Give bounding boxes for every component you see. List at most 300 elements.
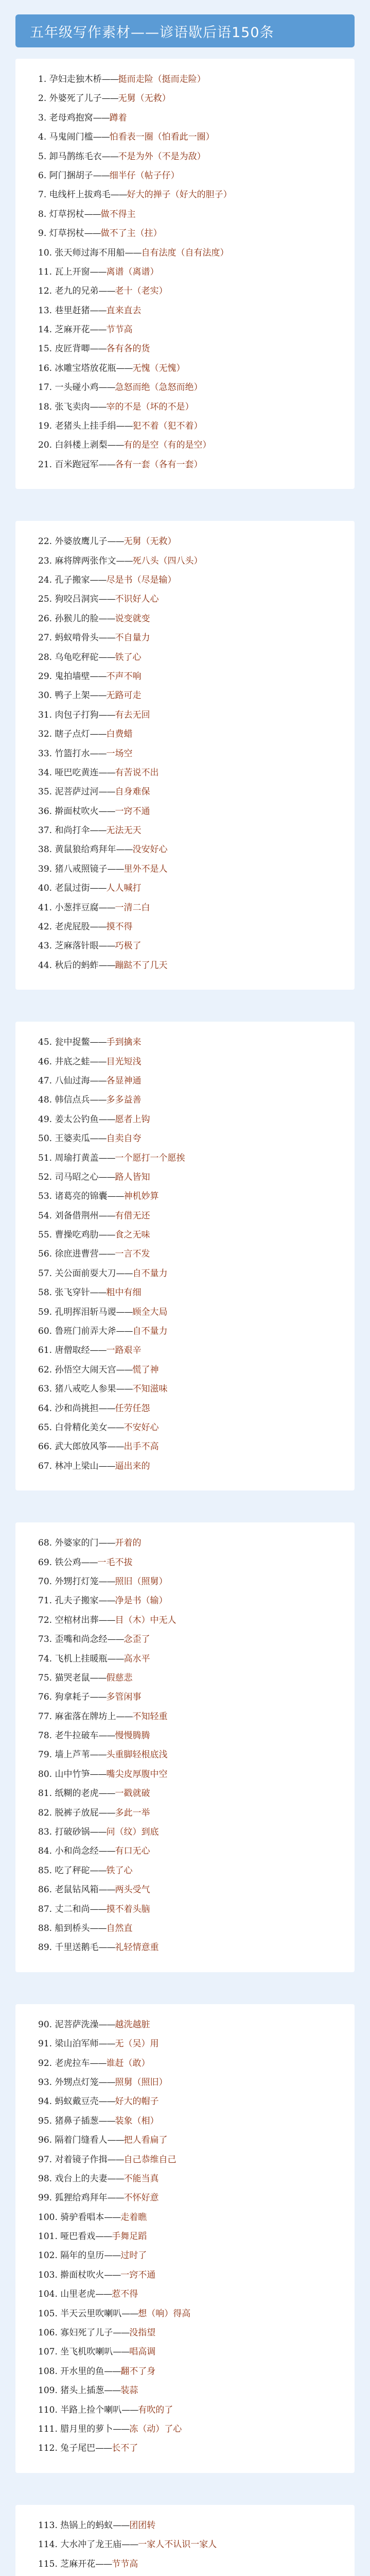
list-item: [38, 706, 355, 725]
list-item: [38, 2208, 355, 2227]
list-item: [38, 1226, 355, 1245]
item-question: 90. 泥菩萨洗澡: [38, 2019, 99, 2030]
item-question: 62. 孙悟空大闹天宫: [38, 1364, 116, 1375]
list-item: [38, 2362, 355, 2381]
list-item: [38, 1091, 355, 1110]
item-question: 39. 猪八戒照镜子: [38, 863, 108, 874]
dash-separator: ——: [98, 1538, 115, 1549]
list-item: [38, 436, 355, 455]
dash-separator: ——: [104, 2269, 121, 2280]
dash-separator: ——: [90, 690, 107, 701]
list-item: [38, 224, 355, 243]
dash-separator: ——: [116, 1307, 133, 1317]
list-item: [38, 70, 355, 89]
item-question: 12. 老九的兄弟: [38, 286, 99, 297]
dash-separator: ——: [90, 883, 107, 894]
item-question: 108. 开水里的鱼: [38, 2366, 104, 2377]
item-answer: 好大的帽子: [115, 2096, 159, 2107]
item-question: 38. 黄鼠狼给鸡拜年: [38, 844, 116, 855]
item-answer: 蹲着: [109, 112, 127, 123]
list-item: [38, 1168, 355, 1187]
item-answer: 嘴尖皮厚腹中空: [106, 1769, 168, 1780]
list-item: [38, 2227, 355, 2246]
item-answer: 多多益善: [106, 1095, 142, 1106]
item-answer: 铁了心: [106, 1865, 133, 1876]
dash-separator: ——: [90, 1075, 107, 1086]
item-answer: 目（木）中无人: [115, 1615, 177, 1625]
item-question: 105. 半天云里吹喇叭: [38, 2308, 122, 2319]
item-answer: 节节高: [106, 325, 133, 335]
item-answer: 说变就变: [115, 613, 150, 624]
item-question: 68. 外婆家的门: [38, 1538, 99, 1549]
item-answer: 问（纹）到底: [106, 1827, 159, 1838]
list-item: [38, 2516, 355, 2535]
item-answer: 一戳就破: [115, 1788, 150, 1799]
dash-separator: ——: [116, 421, 133, 432]
dash-separator: ——: [90, 825, 107, 836]
item-answer: 各显神通: [106, 1075, 142, 1086]
item-question: 91. 梁山泊军师: [38, 2039, 99, 2049]
list-item: [38, 571, 355, 590]
item-question: 77. 麻雀落在牌坊上: [38, 1711, 116, 1722]
dash-separator: ——: [121, 2308, 138, 2319]
item-question: 75. 猫哭老鼠: [38, 1672, 90, 1683]
item-question: 7. 电线杆上拔鸡毛: [38, 190, 111, 200]
dash-separator: ——: [98, 382, 115, 393]
item-question: 58. 张飞穿针: [38, 1287, 90, 1298]
item-question: 57. 关公面前耍大刀: [38, 1268, 116, 1279]
list-item: [38, 552, 355, 571]
item-answer: 老十（老实）: [115, 286, 168, 297]
list-item: [38, 2285, 355, 2304]
item-answer: 死八头（四八头）: [132, 555, 203, 566]
item-question: 92. 老虎拉车: [38, 2058, 90, 2069]
list-item: [38, 2170, 355, 2189]
list-item: [38, 2439, 355, 2458]
item-question: 61. 唐僧取经: [38, 1345, 90, 1356]
item-answer: 想（响）得高: [138, 2308, 191, 2319]
item-answer: 两头受气: [115, 1885, 150, 1895]
dash-separator: ——: [90, 1692, 107, 1703]
item-question: 2. 外婆死了儿子: [38, 93, 102, 104]
item-answer: 出手不高: [124, 1442, 159, 1452]
item-answer: 假慈悲: [106, 1672, 133, 1683]
dash-separator: ——: [98, 594, 115, 605]
dash-separator: ——: [98, 286, 115, 297]
item-answer: 过时了: [120, 2250, 147, 2261]
item-answer: 一场空: [106, 748, 133, 759]
item-question: 51. 周瑜打黄盖: [38, 1153, 99, 1163]
item-question: 35. 泥菩萨过河: [38, 787, 99, 798]
list-item: [38, 2112, 355, 2131]
dash-separator: ——: [98, 960, 115, 971]
dash-separator: ——: [107, 2173, 124, 2184]
item-question: 98. 戏台上的夫妻: [38, 2173, 108, 2184]
list-item: [38, 1745, 355, 1765]
item-question: 31. 肉包子打狗: [38, 709, 99, 720]
item-question: 55. 曹操吃鸡肋: [38, 1230, 99, 1241]
dash-separator: ——: [90, 2058, 107, 2069]
item-question: 34. 哑巴吃黄连: [38, 767, 99, 778]
item-question: 94. 蚂蚁戴豆壳: [38, 2096, 99, 2107]
list-item: [38, 1110, 355, 1129]
item-question: 83. 打破砂锅: [38, 1827, 90, 1838]
item-answer: 冻（动）了心: [129, 2424, 182, 2434]
item-answer: 怕看表一圈（怕看此一圈）: [109, 132, 215, 143]
list-item: [38, 128, 355, 147]
list-item: [38, 918, 355, 937]
list-item: [38, 2035, 355, 2054]
item-answer: 一家人不认识一家人: [138, 2539, 217, 2550]
item-question: 22. 外婆放鹰儿子: [38, 536, 108, 547]
item-answer: 不声不响: [106, 671, 142, 682]
item-answer: 自不量力: [132, 1268, 168, 1279]
dash-separator: ——: [90, 574, 107, 585]
item-answer: 无（吴）用: [115, 2039, 159, 2049]
dash-separator: ——: [90, 1133, 107, 1144]
item-answer: 有去无回: [115, 709, 150, 720]
item-answer: 念歪了: [124, 1634, 150, 1645]
dash-separator: ——: [90, 401, 107, 412]
item-question: 72. 空棺材出葬: [38, 1615, 99, 1625]
item-answer: 无舅（无救）: [118, 93, 171, 104]
item-answer: 尽是书（尽是输）: [106, 574, 177, 585]
item-question: 17. 一头碰小鸡: [38, 382, 99, 393]
item-answer: 自身难保: [115, 787, 150, 798]
list-item: [38, 2246, 355, 2265]
dash-separator: ——: [98, 459, 115, 470]
item-question: 113. 热锅上的蚂蚁: [38, 2520, 113, 2531]
item-answer: 路人皆知: [115, 1172, 150, 1182]
dash-separator: ——: [90, 748, 107, 759]
item-answer: 铁了心: [115, 652, 142, 663]
item-question: 37. 和尚打伞: [38, 825, 90, 836]
dash-separator: ——: [98, 2096, 115, 2107]
dash-separator: ——: [107, 1653, 124, 1664]
dash-separator: ——: [98, 941, 115, 952]
list-item: [38, 2073, 355, 2092]
item-question: 109. 猪头上插葱: [38, 2385, 104, 2396]
item-question: 23. 麻将牌两张作文: [38, 555, 116, 566]
dash-separator: ——: [95, 2443, 112, 2454]
list-item: [38, 263, 355, 282]
item-question: 8. 灯草拐杖: [38, 209, 84, 219]
item-question: 65. 白骨精化美女: [38, 1422, 108, 1433]
dash-separator: ——: [121, 2539, 138, 2550]
dash-separator: ——: [113, 2424, 130, 2434]
item-answer: 慢慢腾腾: [115, 1731, 150, 1741]
dash-separator: ——: [90, 1923, 107, 1934]
dash-separator: ——: [90, 1672, 107, 1683]
item-question: 82. 脱裤子放屁: [38, 1807, 99, 1818]
item-question: 87. 丈二和尚: [38, 1904, 90, 1914]
dash-separator: ——: [98, 1942, 115, 1953]
list-item: [38, 1669, 355, 1688]
dash-separator: ——: [98, 2077, 115, 2088]
item-answer: 翻不了身: [120, 2366, 156, 2377]
dash-separator: ——: [110, 190, 127, 200]
item-answer: 手舞足蹈: [112, 2231, 147, 2242]
item-question: 5. 卸马鹊练毛衣: [38, 151, 102, 162]
dash-separator: ——: [107, 2193, 124, 2204]
list-item: [38, 686, 355, 705]
dash-separator: ——: [98, 767, 115, 778]
list-item: [38, 629, 355, 648]
dash-separator: ——: [116, 844, 133, 855]
item-answer: 任劳任怨: [115, 1403, 150, 1414]
dash-separator: ——: [107, 1634, 124, 1645]
list-item: [38, 764, 355, 783]
item-answer: 愿者上钩: [115, 1114, 150, 1125]
item-question: 102. 隔年的皇历: [38, 2250, 104, 2261]
list-item: [38, 2131, 355, 2150]
dash-separator: ——: [90, 1865, 107, 1876]
dash-separator: ——: [84, 209, 101, 219]
list-item: [38, 1804, 355, 1823]
list-item: [38, 1611, 355, 1630]
item-question: 93. 外甥点灯笼: [38, 2077, 99, 2088]
item-answer: 不怀好意: [124, 2193, 159, 2204]
dash-separator: ——: [107, 2135, 124, 2146]
list-item: [38, 244, 355, 263]
item-answer: 顾全大局: [132, 1307, 168, 1317]
list-item: [38, 147, 355, 166]
dash-separator: ——: [90, 922, 107, 933]
dash-separator: ——: [90, 1287, 107, 1298]
item-answer: 不安好心: [124, 1422, 159, 1433]
item-question: 42. 老虎屁股: [38, 922, 90, 933]
item-answer: 装象（相）: [115, 2115, 159, 2126]
item-question: 52. 司马昭之心: [38, 1172, 99, 1182]
item-answer: 不知滋味: [132, 1384, 168, 1395]
item-question: 115. 芝麻开花: [38, 2558, 96, 2569]
list-item: [38, 1919, 355, 1938]
item-answer: 礼轻情意重: [115, 1942, 159, 1953]
list-item: [38, 744, 355, 764]
dash-separator: ——: [116, 1364, 133, 1375]
list-item: [38, 1572, 355, 1591]
list-item: [38, 1688, 355, 1707]
item-answer: 摸不着头脑: [106, 1904, 150, 1914]
dash-separator: ——: [98, 633, 115, 643]
dash-separator: ——: [98, 652, 115, 663]
item-answer: 长不了: [112, 2443, 138, 2454]
item-answer: 有吹的了: [138, 2404, 173, 2415]
dash-separator: ——: [98, 787, 115, 798]
dash-separator: ——: [98, 1846, 115, 1857]
item-answer: 做不得主: [100, 209, 136, 219]
dash-separator: ——: [90, 266, 107, 277]
item-answer: 团团转: [129, 2520, 156, 2531]
list-item: [38, 417, 355, 436]
item-answer: 不是为外（不是为敌）: [118, 151, 206, 162]
item-answer: 不知轻重: [132, 1711, 168, 1722]
list-item: [38, 1283, 355, 1302]
list-item: [38, 1187, 355, 1206]
dash-separator: ——: [104, 2385, 121, 2396]
dash-separator: ——: [113, 2328, 130, 2338]
item-answer: 唱高调: [129, 2347, 156, 2358]
dash-separator: ——: [98, 1731, 115, 1741]
list-item: [38, 821, 355, 840]
item-answer: 没安好心: [132, 844, 168, 855]
dash-separator: ——: [90, 1095, 107, 1106]
dash-separator: ——: [107, 1442, 124, 1452]
item-question: 80. 山中竹笋: [38, 1769, 90, 1780]
dash-separator: ——: [98, 1249, 115, 1260]
item-answer: 蹦跶不了几天: [115, 960, 168, 971]
item-question: 18. 张飞卖肉: [38, 401, 90, 412]
dash-separator: ——: [90, 671, 107, 682]
page-title: 五年级写作素材——谚语歇后语150条: [15, 14, 355, 47]
list-item: [38, 1418, 355, 1437]
item-answer: 照舅（照旧）: [115, 2077, 168, 2088]
dash-separator: ——: [98, 1114, 115, 1125]
item-question: 70. 外甥打灯笼: [38, 1576, 99, 1587]
item-question: 76. 狗拿耗子: [38, 1692, 90, 1703]
list-item: [38, 1245, 355, 1264]
item-question: 33. 竹篮打水: [38, 748, 90, 759]
dash-separator: ——: [98, 1172, 115, 1182]
list-item: [38, 185, 355, 205]
item-question: 96. 隔着门缝看人: [38, 2135, 108, 2146]
list-item: [38, 1072, 355, 1091]
item-answer: 一毛不拔: [97, 1557, 133, 1568]
item-question: 16. 冰雕宝塔放花瓶: [38, 363, 116, 374]
item-question: 47. 八仙过海: [38, 1075, 90, 1086]
item-answer: 离谱（离谱）: [106, 266, 159, 277]
item-answer: 慌了神: [132, 1364, 159, 1375]
item-answer: 自有法度（自有法度）: [141, 247, 229, 258]
item-question: 50. 王婆卖瓜: [38, 1133, 90, 1144]
item-question: 95. 猪鼻子插葱: [38, 2115, 99, 2126]
item-question: 43. 芝麻落针眼: [38, 941, 99, 952]
item-answer: 头重脚轻根底浅: [106, 1750, 168, 1760]
list-item: [38, 2304, 355, 2324]
list-item: [38, 1380, 355, 1399]
list-item: [38, 2150, 355, 2170]
list-item: [38, 1303, 355, 1322]
item-answer: 一窍不通: [120, 2269, 156, 2280]
list-item: [38, 2535, 355, 2554]
list-item: [38, 1207, 355, 1226]
dash-separator: ——: [116, 1268, 133, 1279]
list-item: [38, 1842, 355, 1861]
dash-separator: ——: [101, 151, 118, 162]
dash-separator: ——: [101, 93, 118, 104]
list-item: [38, 1553, 355, 1572]
list-item: [38, 2015, 355, 2035]
item-answer: 一言不发: [115, 1249, 150, 1260]
item-question: 15. 皮匠背唧: [38, 344, 90, 354]
dash-separator: ——: [95, 2231, 112, 2242]
dash-separator: ——: [90, 1750, 107, 1760]
dash-separator: ——: [98, 1788, 115, 1799]
list-item: [38, 2343, 355, 2362]
item-question: 6. 阿门捆胡子: [38, 170, 93, 181]
list-item: [38, 2420, 355, 2439]
dash-separator: ——: [90, 729, 107, 740]
list-item: [38, 1630, 355, 1649]
item-question: 48. 韩信点兵: [38, 1095, 90, 1106]
item-answer: 细半仔（帖子仔）: [109, 170, 180, 181]
list-item: [38, 590, 355, 609]
dash-separator: ——: [121, 2404, 138, 2415]
dash-separator: ——: [98, 806, 115, 817]
item-answer: 有口无心: [115, 1846, 150, 1857]
list-item: [38, 359, 355, 378]
list-item: [38, 1534, 355, 1553]
list-item: [38, 1726, 355, 1745]
item-answer: 逼出来的: [115, 1461, 150, 1471]
list-item: [38, 860, 355, 879]
item-answer: 没指望: [129, 2328, 156, 2338]
list-item: [38, 89, 355, 108]
list-item: [38, 1861, 355, 1880]
item-answer: 挺而走险（挺而走险）: [118, 74, 206, 84]
dash-separator: ——: [98, 1230, 115, 1241]
list-item: [38, 340, 355, 359]
item-answer: 粗中有细: [106, 1287, 142, 1298]
item-answer: 不识好人心: [115, 594, 159, 605]
item-question: 32. 瞎子点灯: [38, 729, 90, 740]
item-question: 11. 瓦上开窗: [38, 266, 90, 277]
item-question: 44. 秋后的蚂蚱: [38, 960, 99, 971]
item-answer: 把人看扁了: [124, 2135, 168, 2146]
dash-separator: ——: [116, 1384, 133, 1395]
item-answer: 做不了主（拄）: [100, 228, 162, 239]
item-answer: 有借无还: [115, 1210, 150, 1221]
item-question: 89. 千里送鹅毛: [38, 1942, 99, 1953]
item-question: 30. 鸭子上架: [38, 690, 90, 701]
list-item: [38, 320, 355, 340]
item-question: 46. 井底之蛙: [38, 1056, 90, 1067]
dash-separator: ——: [98, 2115, 115, 2126]
dash-separator: ——: [98, 1596, 115, 1606]
item-question: 99. 狐狸给鸡拜年: [38, 2193, 108, 2204]
item-answer: 净是书（输）: [115, 1596, 168, 1606]
dash-separator: ——: [116, 1711, 133, 1722]
item-question: 112. 兔子尾巴: [38, 2443, 96, 2454]
item-answer: 有苦说不出: [115, 767, 159, 778]
dash-separator: ——: [81, 1557, 98, 1568]
item-question: 103. 擀面杖吹火: [38, 2269, 104, 2280]
item-question: 104. 山里老虎: [38, 2289, 96, 2300]
item-answer: 巧极了: [115, 941, 142, 952]
list-item: [38, 109, 355, 128]
item-question: 114. 大水冲了龙王庙: [38, 2539, 122, 2550]
dash-separator: ——: [98, 1576, 115, 1587]
dash-separator: ——: [107, 1422, 124, 1433]
item-answer: 犯不着（犯不着）: [132, 421, 203, 432]
item-question: 63. 猪八戒吃人参果: [38, 1384, 116, 1395]
item-question: 27. 蚂蚁啃骨头: [38, 633, 99, 643]
dash-separator: ——: [98, 902, 115, 913]
item-question: 36. 擀面杖吹火: [38, 806, 99, 817]
section-card: [15, 59, 355, 489]
dash-separator: ——: [98, 2039, 115, 2049]
item-answer: 惹不得: [112, 2289, 138, 2300]
list-item: [38, 937, 355, 956]
item-answer: 一路艰辛: [106, 1345, 142, 1356]
list-item: [38, 1361, 355, 1380]
list-item: [38, 899, 355, 918]
list-item: [38, 205, 355, 224]
item-answer: 神机妙算: [124, 1191, 159, 1202]
dash-separator: ——: [107, 1191, 124, 1202]
item-question: 60. 鲁班门前弄大斧: [38, 1326, 116, 1337]
list-item: [38, 1457, 355, 1476]
